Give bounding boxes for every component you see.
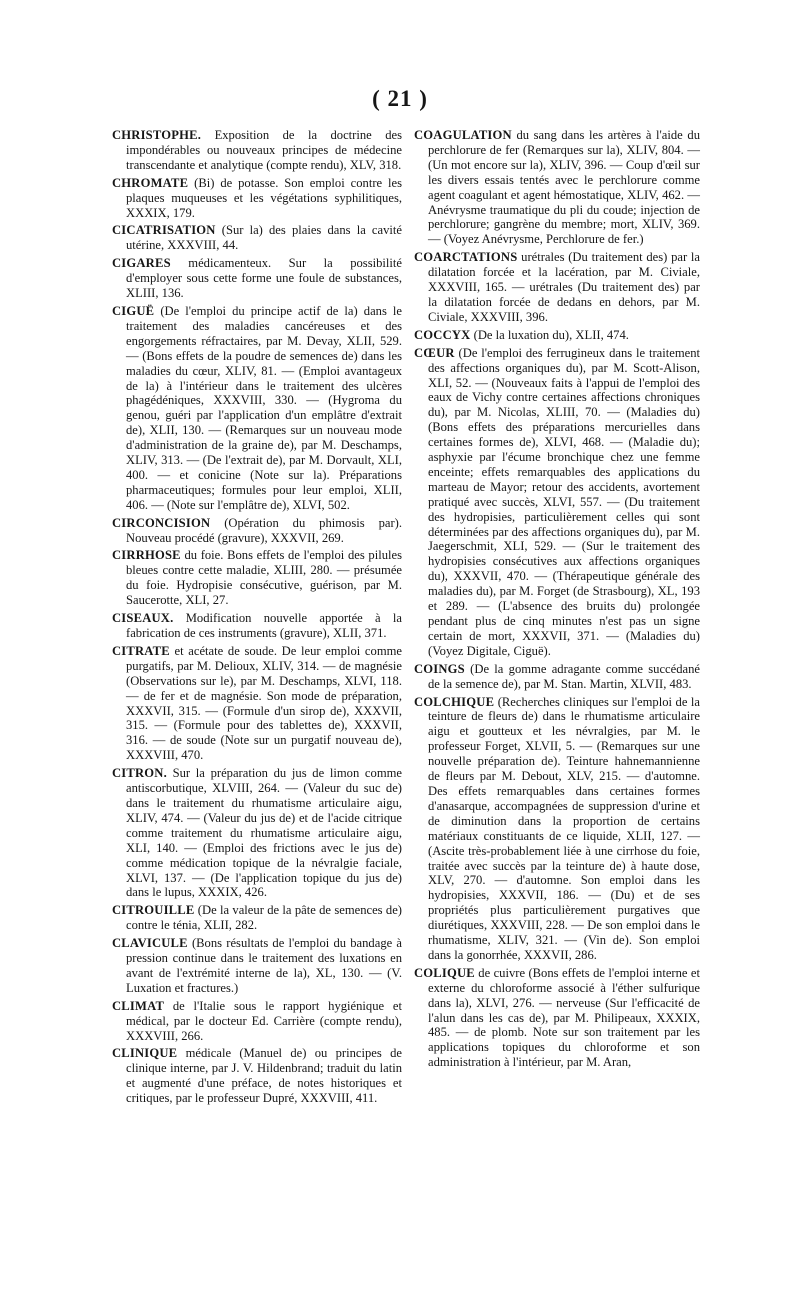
entry-text: (Bons résultats de l'emploi du bandage à pression continue dans le traitement des luxations en avant de l'extrémité interne de la), XL, 130. — (V. Luxation et fractures.) [126, 936, 402, 995]
entry-headword: CITROUILLE [112, 903, 195, 918]
index-entry [112, 176, 402, 221]
entry-text: (Opération du phimosis par). Nouveau procédé (gravure), XXXVII, 269. [126, 515, 402, 545]
entry-headword: COLIQUE [414, 965, 475, 980]
index-entry [414, 250, 700, 325]
index-entry [112, 999, 402, 1044]
entry-text: Sur la préparation du jus de limon comme antiscorbutique, XLVIII, 264. — (Valeur du suc de) dans le traitement du rhumatisme articulaire aigu, XLIV, 474. — (Valeur du jus de) et de l'acide citrique comme traitement du rhumatisme articulaire aigu, XLI, 140. — (Emploi des frictions avec le jus de) comme médication topique de la névralgie faciale, XLVI, 137. — (De l'application topique du jus de) dans le lupus, XXXIX, 426. [126, 766, 402, 900]
entry-text: (De l'emploi des ferrugineux dans le traitement des affections organiques du), par M. Scott-Alison, XLI, 52. — (Nouveaux faits à l'appui de l'emploi des eaux de Vichy contre certaines affections chroniques du), par M. Nicolas, XLIII, 70. — (Maladies du) (Bons effets des préparations mercurielles dans certaines formes de), XLVI, 468. — (Maladie du); asphyxie par l'écume bronchique chez une femme enceinte; effets remarquables des applications du marteau de Mayor; retour des accidents, avortement pratiqué avec succès, XLVI, 557. — (Du traitement des hydropisies, particulièrement celles qui sont déterminées par des affections organiques du), par M. Jaegerschmit, XLI, 529. — (Sur le traitement des hydropisies consécutives aux affections organiques du), XXXVII, 470. — (Thérapeutique générale des maladies du), par M. Forget (de Strasbourg), XL, 193 et 289. — (L'absence des bruits du) prolongée pendant plus de cinq minutes n'est pas un signe certain de mort, XXXVII, 371. — (Maladies du) (Voyez Digitale, Ciguë). [428, 345, 700, 658]
entry-headword: CLIMAT [112, 998, 165, 1013]
index-entry [414, 346, 700, 659]
index-entry [112, 936, 402, 996]
entry-text: Exposition de la doctrine des impondérables ou nouveaux principes de médecine transcendante et analytique (compte rendu), XLV, 318. [126, 128, 402, 172]
entry-headword: CIGUË [112, 303, 155, 318]
index-entry [112, 611, 402, 641]
page-number: ( 21 ) [372, 86, 428, 111]
entry-headword: CITRATE [112, 643, 170, 658]
entry-headword: CŒUR [414, 345, 455, 360]
index-entry [414, 695, 700, 963]
entry-text: (De l'emploi du principe actif de la) dans le traitement des maladies cancéreuses et des engorgements réfractaires, par M. Devay, XLII, 529. — (Bons effets de la poudre de semences de) dans les maladies du cœur, XLIV, 81. — (Emploi avantageux de la) à l'intérieur dans le traitement des ulcères phagédéniques, XXXVIII, 330. — (Hygroma du genou, guéri par l'application d'un emplâtre d'extrait de), XLII, 130. — (Remarques sur un nouveau mode d'administration de la graine de), par M. Deschamps, XLIV, 313. — (De l'extrait de), par M. Dorvault, XLI, 400. — et conicine (Note sur la). Préparations pharmaceutiques; formules pour leur emploi, XLII, 406. — (Note sur l'emplâtre de), XLVI, 502. [126, 303, 402, 512]
index-entry [112, 223, 402, 253]
entry-headword: CIGARES [112, 256, 171, 271]
index-entry [414, 128, 700, 247]
entry-text: (De la luxation du), XLII, 474. [470, 327, 629, 342]
entry-text: urétrales (Du traitement des) par la dilatation forcée et la lacération, par M. Civiale, XXXVIII, 165. — urétrales (Du traitement des) par la dilatation forcée de dedans en dehors, par M. Civiale, XXXVIII, 396. [428, 250, 700, 324]
index-entry [112, 304, 402, 513]
entry-text: du sang dans les artères à l'aide du perchlorure de fer (Remarques sur la), XLIV, 804. — (Un mot encore sur la), XLIV, 396. — Coup d'œil sur les divers essais tentés avec le perchlorure comme agent coagulant et agent hémostatique, XLIV, 462. — Anévrysme traumatique du pli du coude; injection de perchlorure; gangrène du membre; mort, XLIV, 369. — (Voyez Anévrysme, Perchlorure de fer.) [428, 128, 700, 247]
entry-text: (Bi) de potasse. Son emploi contre les plaques muqueuses et les végétations syphilitiques, XXXIX, 179. [126, 175, 402, 220]
index-entry [112, 256, 402, 301]
entry-headword: CITRON. [112, 766, 167, 781]
entry-headword: CHRISTOPHE. [112, 128, 202, 142]
index-entry [112, 548, 402, 608]
left-column [112, 128, 402, 1109]
index-entry [414, 966, 700, 1070]
entry-headword: CLAVICULE [112, 936, 188, 951]
entry-headword: CLINIQUE [112, 1046, 178, 1061]
entry-headword: CHROMATE [112, 175, 189, 190]
entry-headword: CISEAUX. [112, 611, 174, 626]
entry-headword: CIRCONCISION [112, 515, 211, 530]
entry-headword: COLCHIQUE [414, 694, 495, 709]
entry-text: médicale (Manuel de) ou principes de clinique interne, par J. V. Hildenbrand; traduit du latin et augmenté d'une préface, de notes historiques et critiques, par le professeur Dupré, XXXVIII, 411. [126, 1046, 402, 1106]
entry-headword: COINGS [414, 661, 465, 676]
index-entry [112, 1046, 402, 1106]
entry-text: du foie. Bons effets de l'emploi des pilules bleues contre cette maladie, XLIII, 280. — présumée du foie. Hydropisie consécutive, guérison, par M. Saucerotte, XLI, 27. [126, 548, 402, 608]
index-entry [112, 766, 402, 900]
index-entry [112, 128, 402, 173]
index-entry [414, 662, 700, 692]
right-column [414, 128, 700, 1073]
entry-text: (De la gomme adragante comme succédané de la semence de), par M. Stan. Martin, XLVII, 483. [428, 661, 700, 691]
entry-text: (Recherches cliniques sur l'emploi de la teinture de fleurs de) dans le rhumatisme articulaire aigu et goutteux et les névralgies, par M. le professeur Forget, XLVII, 5. — (Remarques sur une nouvelle préparation de). Teinture hahnemannienne de fleurs par M. Debout, XLV, 215. — d'automne. Des effets remarquables dans certaines formes d'anasarque, accompagnées de suppression d'urine et de diminution dans la proportion de certains matériaux constituants de ce liquide, XLII, 127. — (Ascite très-probablement liée à une cirrhose du foie, traitée avec succès par la teinture de) à haute dose, XLV, 270. — d'automne. Son emploi dans les hydropisies, XXXVII, 186. — (Du) et de ses propriétés plus particulièrement purgatives que diurétiques, XXXVIII, 228. — De son emploi dans le rhumatisme, XLIV, 321. — (Vin de). Son emploi dans la gonorrhée, XXXVII, 286. [428, 694, 700, 962]
entry-text: de cuivre (Bons effets de l'emploi interne et externe du chloroforme associé à l'éther sulfurique dans la), XLVI, 276. — nerveuse (Sur l'efficacité de l'alun dans les cas de), par M. Philipeaux, XXXIX, 485. — de plomb. Note sur son traitement par les applications topiques du chloroforme et son administration à l'intérieur, par M. Aran, [428, 965, 700, 1070]
index-entry [112, 903, 402, 933]
entry-text: (Sur la) des plaies dans la cavité utérine, XXXVIII, 44. [126, 223, 402, 253]
entry-text: et acétate de soude. De leur emploi comme purgatifs, par M. Delioux, XLIV, 314. — de magnésie (Observations sur le), par M. Deschamps, XLVI, 118. — de fer et de magnésie. Son mode de préparation, XXXVII, 315. — (Formule d'un sirop de), XXXVII, 315. — (Formule pour des tablettes de), XXXVII, 316. — de soude (Note sur un purgatif nouveau de), XXXVIII, 470. [126, 643, 402, 763]
entry-headword: COAGULATION [414, 128, 512, 142]
entry-headword: CIRRHOSE [112, 548, 181, 563]
entry-text: Modification nouvelle apportée à la fabrication de ces instruments (gravure), XLII, 371. [126, 611, 402, 640]
index-entry [414, 328, 700, 343]
entry-headword: CICATRISATION [112, 223, 216, 238]
entry-headword: COCCYX [414, 327, 471, 342]
index-entry [112, 644, 402, 763]
entry-text: médicamenteux. Sur la possibilité d'employer sous cette forme une foule de substances, XLIII, 136. [126, 256, 402, 301]
entry-headword: COARCTATIONS [414, 250, 518, 265]
entry-text: de l'Italie sous le rapport hygiénique et médical, par le docteur Ed. Carrière (compte rendu), XXXVIII, 266. [126, 998, 402, 1043]
index-entry [112, 516, 402, 546]
entry-text: (De la valeur de la pâte de semences de) contre le ténia, XLII, 282. [126, 903, 402, 933]
